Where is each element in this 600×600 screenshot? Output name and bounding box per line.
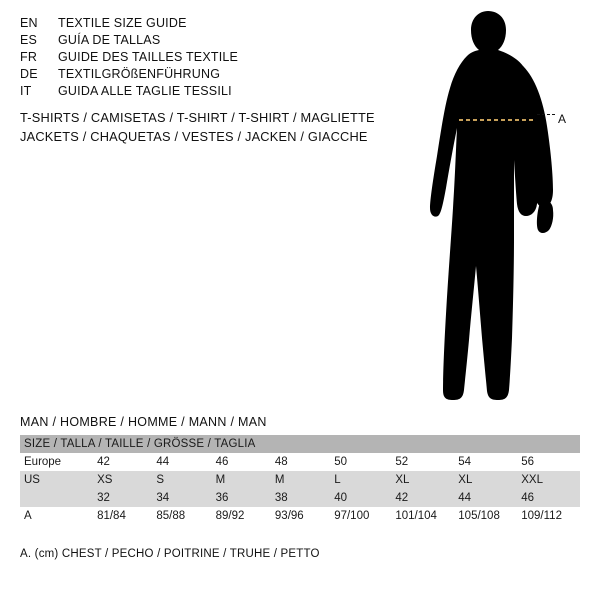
table-header-label: SIZE / TALLA / TAILLE / GRÖSSE / TAGLIA (20, 435, 580, 453)
cell: M (212, 471, 271, 489)
table-title: MAN / HOMBRE / HOMME / MANN / MAN (20, 415, 267, 429)
measure-leader-line (537, 114, 555, 115)
category-list (20, 110, 440, 148)
table-row (20, 507, 580, 525)
language-text: TEXTILGRÖßENFÜHRUNG (58, 67, 221, 81)
table-footnote: A. (cm) CHEST / PECHO / POITRINE / TRUHE / PETTO (20, 548, 320, 560)
cell: 89/92 (212, 507, 271, 525)
cell: 109/112 (517, 507, 580, 525)
cell: 93/96 (271, 507, 330, 525)
cell: 34 (152, 489, 211, 507)
cell: L (330, 471, 391, 489)
row-label (20, 489, 93, 507)
table-row (20, 471, 580, 489)
row-label: US (20, 471, 93, 489)
cell: 32 (93, 489, 152, 507)
language-code: ES (20, 33, 38, 47)
cell: 38 (271, 489, 330, 507)
category-line: JACKETS / CHAQUETAS / VESTES / JACKEN / GIACCHE (20, 129, 368, 144)
body-silhouette-figure (395, 8, 595, 408)
cell: XXL (517, 471, 580, 489)
language-row (20, 33, 400, 50)
language-row (20, 50, 400, 67)
language-row (20, 67, 400, 84)
cell: 97/100 (330, 507, 391, 525)
cell: 48 (271, 453, 330, 471)
cell: 46 (212, 453, 271, 471)
language-text: GUIDE DES TAILLES TEXTILE (58, 50, 239, 64)
cell: 44 (454, 489, 517, 507)
row-label: Europe (20, 453, 93, 471)
size-table (20, 435, 580, 525)
cell: 42 (391, 489, 454, 507)
language-row (20, 16, 400, 33)
language-code: IT (20, 84, 32, 98)
man-silhouette-icon (395, 8, 595, 408)
table-row (20, 489, 580, 507)
table-header-row (20, 435, 580, 453)
cell: 42 (93, 453, 152, 471)
language-code: DE (20, 67, 38, 81)
language-code: EN (20, 16, 38, 30)
cell: 40 (330, 489, 391, 507)
language-row (20, 84, 400, 101)
measure-letter-label: A (558, 112, 567, 126)
table-row (20, 453, 580, 471)
cell: 46 (517, 489, 580, 507)
cell: 54 (454, 453, 517, 471)
cell: 36 (212, 489, 271, 507)
cell: 105/108 (454, 507, 517, 525)
language-text: TEXTILE SIZE GUIDE (58, 16, 187, 30)
cell: 56 (517, 453, 580, 471)
cell: 44 (152, 453, 211, 471)
cell: XL (454, 471, 517, 489)
cell: XS (93, 471, 152, 489)
language-list (20, 16, 400, 101)
cell: 52 (391, 453, 454, 471)
row-label: A (20, 507, 93, 525)
cell: S (152, 471, 211, 489)
cell: XL (391, 471, 454, 489)
language-text: GUÍA DE TALLAS (58, 33, 161, 47)
language-text: GUIDA ALLE TAGLIE TESSILI (58, 84, 232, 98)
category-line: T-SHIRTS / CAMISETAS / T-SHIRT / T-SHIRT / MAGLIETTE (20, 110, 375, 125)
size-table-section (20, 415, 580, 525)
language-code: FR (20, 50, 38, 64)
cell: 101/104 (391, 507, 454, 525)
cell: 81/84 (93, 507, 152, 525)
cell: 85/88 (152, 507, 211, 525)
cell: 50 (330, 453, 391, 471)
cell: M (271, 471, 330, 489)
